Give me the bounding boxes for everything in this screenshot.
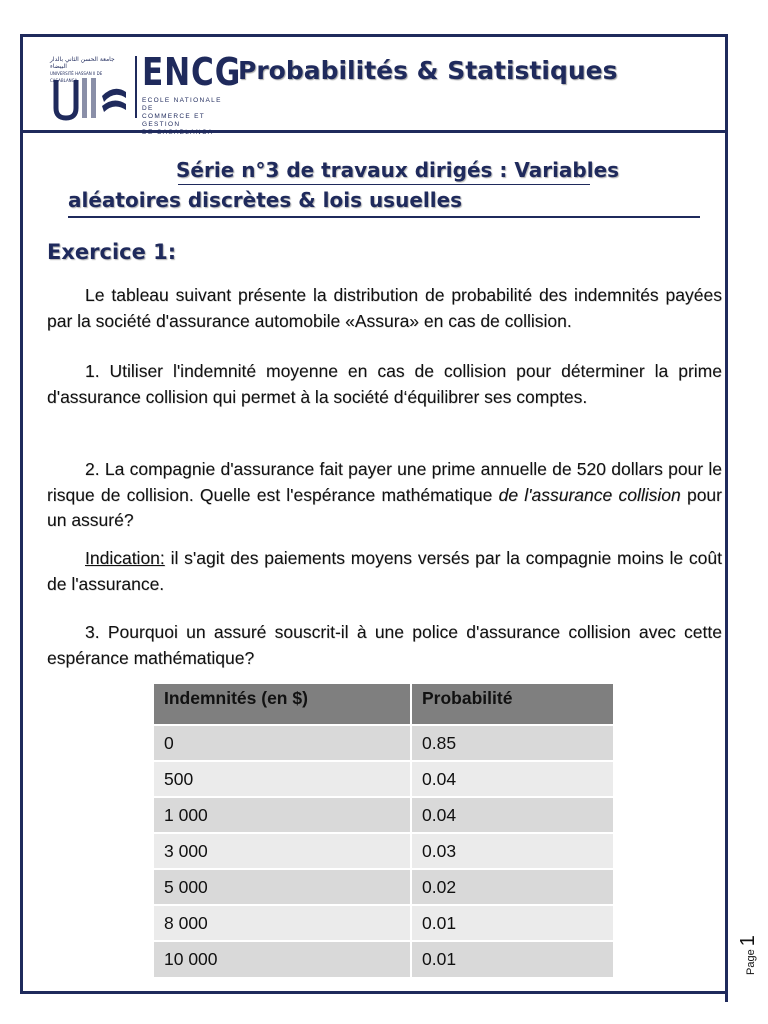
cell-indemnite: 8 000 <box>154 905 411 941</box>
cell-probabilite: 0.04 <box>411 797 613 833</box>
page-number-label <box>737 935 760 975</box>
question-3: 3. Pourquoi un assuré souscrit-il à une police d'assurance collision avec cette espérance mathématique? <box>47 622 722 668</box>
table-row <box>154 905 613 941</box>
cell-indemnite: 10 000 <box>154 941 411 977</box>
serie-title-line1: Série n°3 de travaux dirigés : Variables <box>176 158 620 182</box>
cell-indemnite: 3 000 <box>154 833 411 869</box>
logo-acronym: ENCG <box>142 50 242 94</box>
logo-arabic-line: جامعة الحسن الثاني بالدار البيضاء <box>50 56 115 70</box>
logo-divider <box>135 56 137 118</box>
serie-divider <box>68 216 700 218</box>
exercise-heading: Exercice 1: <box>47 240 177 264</box>
question-2-italic: de l'assurance collision <box>498 484 681 505</box>
encg-logo <box>50 50 242 136</box>
exercise-intro: Le tableau suivant présente la distribution de probabilité des indemnités payées par la société d'assurance automobile «Assura» en cas de collision. <box>47 285 722 331</box>
cell-probabilite: 0.02 <box>411 869 613 905</box>
logo-school-line: DE CASABLANCA <box>142 129 214 136</box>
serie-underline <box>178 184 590 185</box>
table-row <box>154 725 613 761</box>
question-2 <box>47 457 722 534</box>
serie-title-line2: aléatoires discrètes & lois usuelles <box>68 188 463 212</box>
cell-indemnite: 1 000 <box>154 797 411 833</box>
logo-school-line: COMMERCE ET GESTION <box>142 113 205 128</box>
cell-probabilite: 0.04 <box>411 761 613 797</box>
table-header-row <box>154 684 613 725</box>
page-number: 1 <box>737 935 759 947</box>
frame-edge <box>725 994 728 1002</box>
logo-school-line: ECOLE NATIONALE DE <box>142 97 222 112</box>
logo-university-line: UNIVERSITÉ HASSAN II DE CASABLANCA <box>50 71 103 83</box>
university-emblem-icon <box>52 74 130 122</box>
page-word: Page <box>745 949 757 975</box>
column-header-indemnites: Indemnités (en $) <box>154 684 411 725</box>
table-row <box>154 797 613 833</box>
indication <box>47 546 722 597</box>
table-row <box>154 869 613 905</box>
page-title: Probabilités & Statistiques <box>238 56 618 85</box>
cell-probabilite: 0.03 <box>411 833 613 869</box>
table-row <box>154 941 613 977</box>
probability-table <box>154 684 613 977</box>
column-header-probabilite: Probabilité <box>411 684 613 725</box>
cell-indemnite: 500 <box>154 761 411 797</box>
indication-label: Indication: <box>85 548 165 568</box>
question-2-text: 2. La compagnie d'assurance fait payer une prime annuelle de 520 dollars pour le risque de collision. Quelle est l'espérance mathématique <box>47 459 722 505</box>
table-row <box>154 761 613 797</box>
serie-title <box>68 155 708 215</box>
table-row <box>154 833 613 869</box>
cell-probabilite: 0.01 <box>411 941 613 977</box>
question-1: 1. Utiliser l'indemnité moyenne en cas de collision pour déterminer la prime d'assurance collision qui permet à la société d‘équilibrer ses comptes. <box>47 361 722 407</box>
question-2-end: pour un assuré? <box>47 484 722 530</box>
cell-indemnite: 0 <box>154 725 411 761</box>
cell-probabilite: 0.01 <box>411 905 613 941</box>
logo-school-name <box>142 97 230 137</box>
cell-indemnite: 5 000 <box>154 869 411 905</box>
indication-text: il s'agit des paiements moyens versés par la compagnie moins le coût de l'assurance. <box>47 548 722 594</box>
header-divider <box>20 130 728 133</box>
cell-probabilite: 0.85 <box>411 725 613 761</box>
